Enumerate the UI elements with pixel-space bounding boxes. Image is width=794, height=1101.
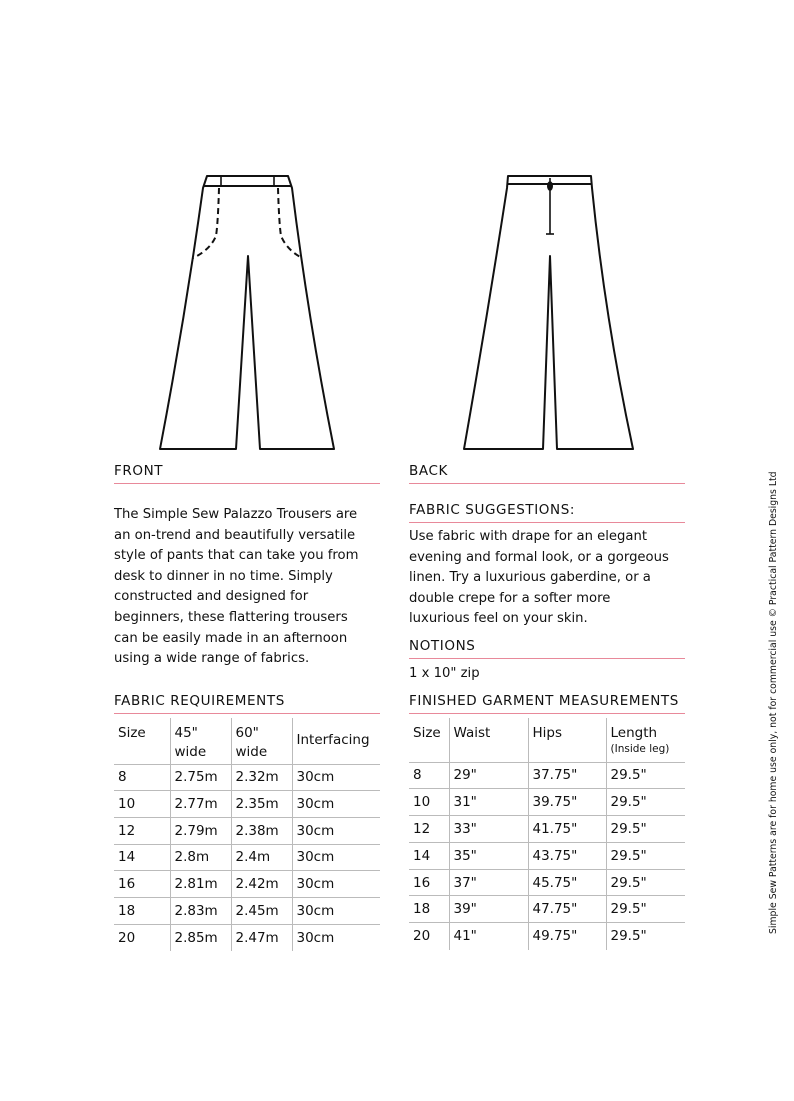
length-cell: 29.5" (606, 842, 685, 869)
interfacing-cell: 30cm (292, 817, 380, 844)
hips-cell: 41.75" (528, 816, 606, 843)
back-trousers-illustration (455, 168, 655, 458)
header-45-wide: 45" wide (170, 718, 231, 764)
length-cell: 29.5" (606, 816, 685, 843)
finished-measurements-heading: FINISHED GARMENT MEASUREMENTS (409, 693, 685, 714)
size-cell: 16 (114, 871, 170, 898)
header-size: Size (409, 718, 449, 762)
length-note: (Inside leg) (610, 743, 670, 755)
fabric-60-cell: 2.4m (231, 844, 292, 871)
interfacing-cell: 30cm (296, 929, 335, 946)
hips-cell: 47.75" (528, 896, 606, 923)
hips-cell: 43.75" (528, 842, 606, 869)
notions-text: 1 x 10" zip (409, 666, 480, 681)
fabric-60-cell: 2.42m (231, 871, 292, 898)
front-trousers-illustration (150, 168, 350, 458)
header-size: Size (114, 718, 170, 764)
size-cell: 12 (409, 816, 449, 843)
header-waist: Waist (449, 718, 528, 762)
table-row (114, 924, 380, 951)
table-row (114, 871, 380, 898)
fabric-45-cell: 2.85m (170, 924, 231, 951)
size-cell: 10 (409, 789, 449, 816)
length-cell: 29.5" (606, 869, 685, 896)
size-cell: 20 (114, 924, 170, 951)
length-cell: 29.5" (606, 896, 685, 923)
size-cell: 14 (114, 844, 170, 871)
fabric-45-cell: 2.79m (170, 817, 231, 844)
hips-cell: 39.75" (528, 789, 606, 816)
front-label: FRONT (114, 463, 380, 484)
notions-heading: NOTIONS (409, 638, 685, 659)
header-hips: Hips (528, 718, 606, 762)
fabric-45-cell: 2.75m (170, 764, 231, 791)
waist-cell: 41" (449, 923, 528, 950)
table-header-row (409, 718, 685, 762)
fabric-60-cell: 2.35m (231, 791, 292, 818)
fabric-45-cell: 2.8m (170, 844, 231, 871)
interfacing-cell: 30cm (292, 897, 380, 924)
table-row (409, 896, 685, 923)
table-row (114, 791, 380, 818)
waist-cell: 33" (449, 816, 528, 843)
length-cell: 29.5" (606, 762, 685, 789)
back-label: BACK (409, 463, 685, 484)
finished-measurements-table (409, 718, 685, 950)
waist-cell: 39" (449, 896, 528, 923)
table-row (409, 762, 685, 789)
table-row (409, 923, 685, 950)
fabric-45-cell: 2.83m (170, 897, 231, 924)
size-cell: 16 (409, 869, 449, 896)
fabric-requirements-table (114, 718, 380, 951)
table-row (114, 844, 380, 871)
length-cell: 29.5" (606, 789, 685, 816)
fabric-suggestions-heading: FABRIC SUGGESTIONS: (409, 502, 685, 523)
waist-cell: 35" (449, 842, 528, 869)
fabric-60-cell: 2.47m (231, 924, 292, 951)
header-length (606, 718, 685, 762)
waist-cell: 29" (449, 762, 528, 789)
fabric-60-cell: 2.45m (231, 897, 292, 924)
pattern-description: The Simple Sew Palazzo Trousers are an on-trend and beautifully versatile style of pants that can take you from desk to dinner in no time. Simply constructed and designed for beginners, these flattering trousers can be easily made in an afternoon using a wide range of fabrics. (114, 507, 359, 667)
size-cell: 8 (409, 762, 449, 789)
interfacing-cell: 30cm (292, 871, 380, 898)
waist-cell: 31" (449, 789, 528, 816)
table-row (114, 897, 380, 924)
size-cell: 10 (114, 791, 170, 818)
interfacing-cell: 30cm (292, 791, 380, 818)
table-row (409, 842, 685, 869)
fabric-suggestions-text: Use fabric with drape for an elegant evening and formal look, or a gorgeous linen. Try a luxurious gaberdine, or a double crepe for a softer more luxurious feel on your skin. (409, 529, 669, 627)
interfacing-cell: 30cm (292, 844, 380, 871)
size-cell: 18 (409, 896, 449, 923)
header-60-wide: 60" wide (231, 718, 292, 764)
interfacing-cell: 30cm (292, 764, 380, 791)
hips-cell: 49.75" (528, 923, 606, 950)
length-label: Length (610, 725, 658, 741)
table-header-row (114, 718, 380, 764)
size-cell: 20 (409, 923, 449, 950)
fabric-45-cell: 2.77m (170, 791, 231, 818)
hips-cell: 45.75" (528, 869, 606, 896)
table-row (114, 764, 380, 791)
size-cell: 18 (114, 897, 170, 924)
length-cell: 29.5" (610, 928, 647, 945)
size-cell: 8 (114, 764, 170, 791)
size-cell: 14 (409, 842, 449, 869)
fabric-60-cell: 2.32m (231, 764, 292, 791)
fabric-60-cell: 2.38m (231, 817, 292, 844)
table-row (409, 869, 685, 896)
header-interfacing: Interfacing (292, 718, 380, 764)
waist-cell: 37" (449, 869, 528, 896)
hips-cell: 37.75" (528, 762, 606, 789)
table-row (409, 816, 685, 843)
fabric-45-cell: 2.81m (170, 871, 231, 898)
copyright-notice: Simple Sew Patterns are for home use only, not for commercial use © Practical Pattern Designs Ltd (768, 471, 779, 934)
fabric-requirements-heading: FABRIC REQUIREMENTS (114, 693, 380, 714)
table-row (409, 789, 685, 816)
size-cell: 12 (114, 817, 170, 844)
table-row (114, 817, 380, 844)
